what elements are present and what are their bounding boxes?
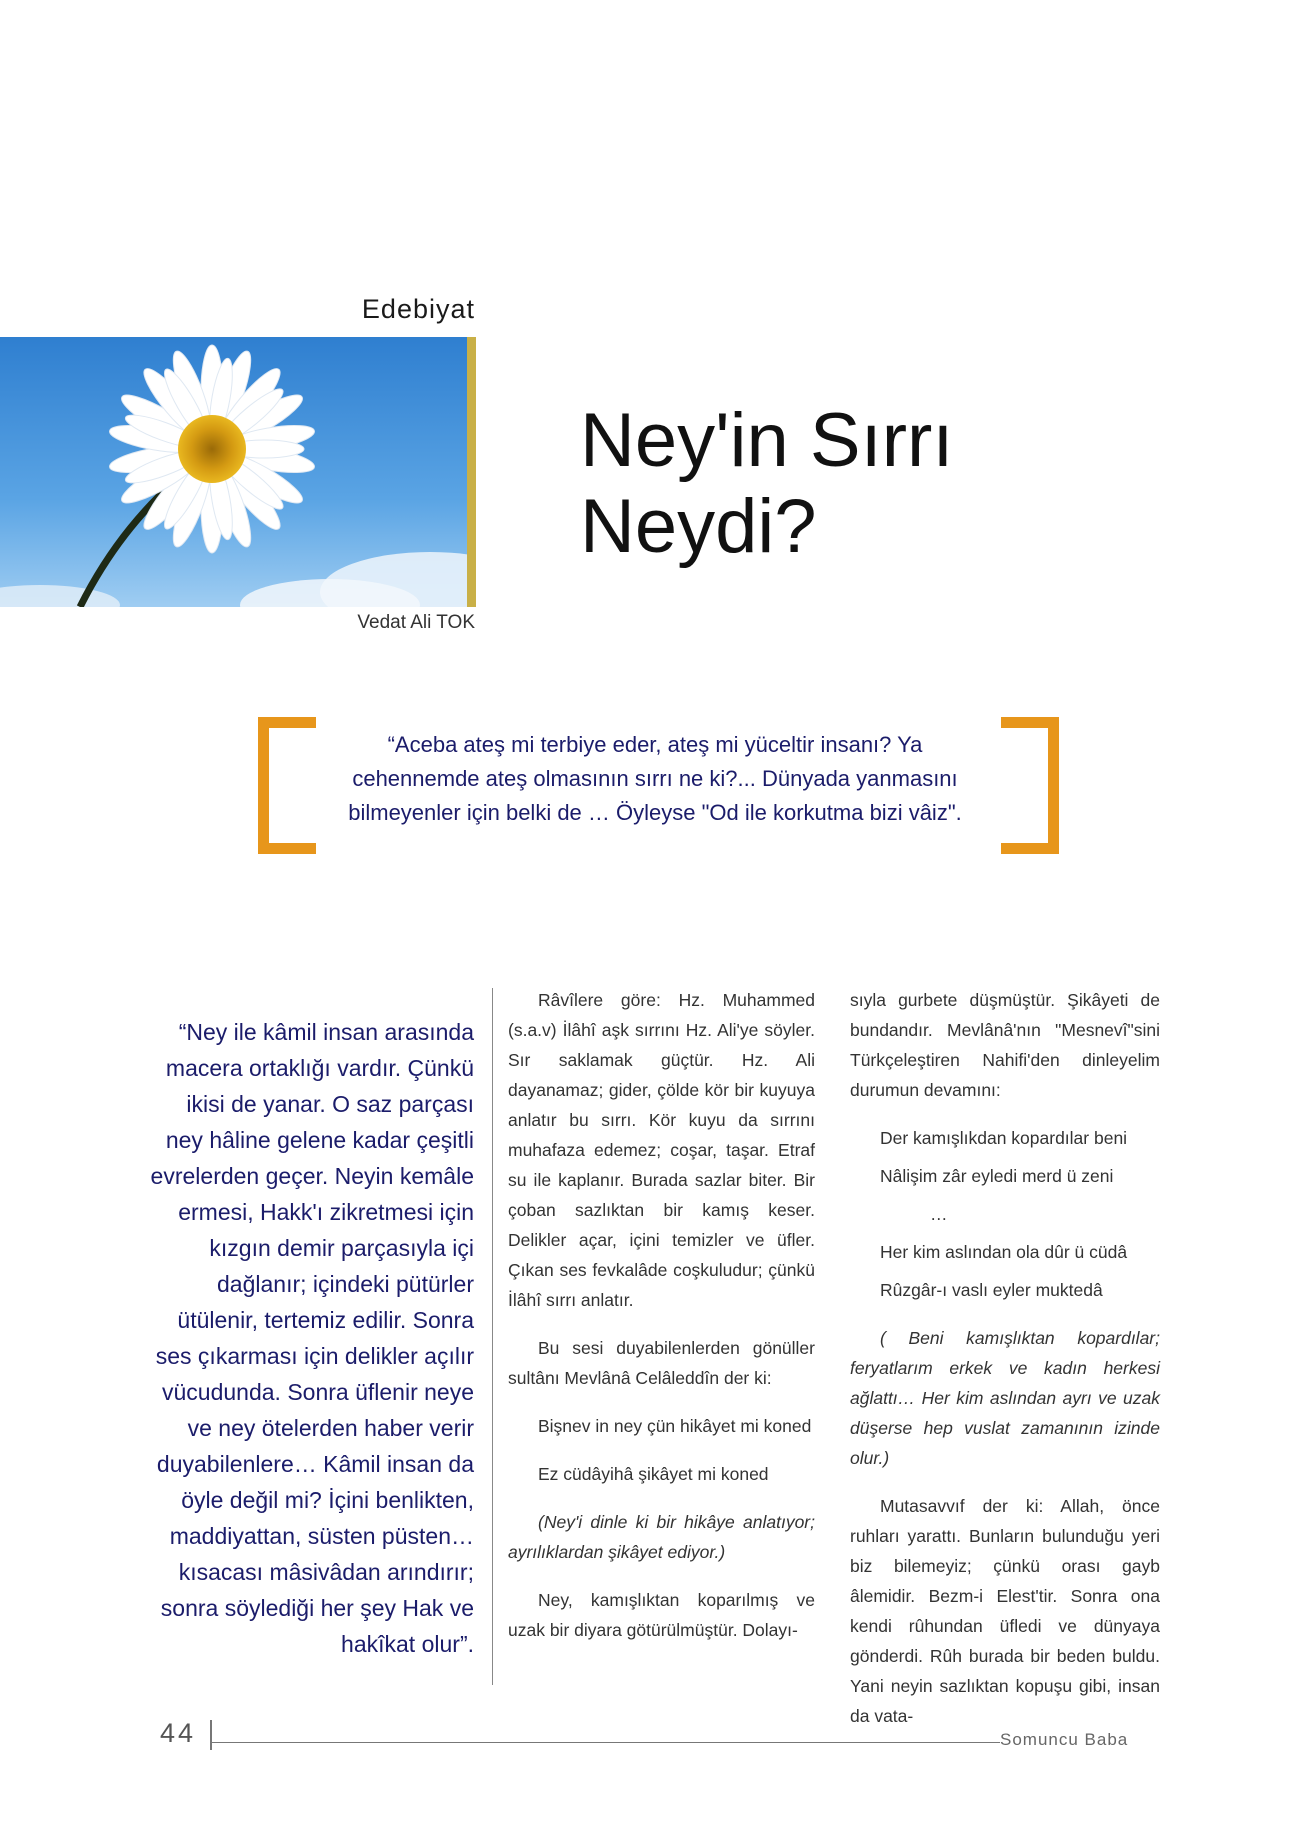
verse-translation: ( Beni kamışlıktan kopardılar; feryatlarım erkek ve kadın herkesi ağlattı… Her kim aslından ayrı ve uzak düşerse hep vuslat zamanının izinde olur.) (850, 1328, 1160, 1468)
quote-bracket-right (1001, 717, 1059, 854)
body-column-3 (850, 985, 1160, 1749)
author-name: Vedat Ali TOK (357, 612, 475, 633)
paragraph: Mutasavvıf der ki: Allah, önce ruhları yarattı. Bunların bulunduğu yeri biz bilemeyiz; çünkü orası gayb âlemidir. Bezm-i Elest'tir. Sonra ona kendi rûhundan üfledi ve dünyaya gönderdi. Rûh burada bir beden buldu. Yani neyin sazlıktan kopuşu gibi, insan da vata- (850, 1496, 1160, 1726)
magazine-name: Somuncu Baba (1000, 1730, 1129, 1749)
title-line-1: Ney'in Sırrı (580, 398, 954, 483)
verse-line: Ez cüdâyihâ şikâyet mi koned (538, 1464, 769, 1484)
verse-translation: (Ney'i dinle ki bir hikâye anlatıyor; ayrılıklardan şikâyet ediyor.) (508, 1512, 815, 1562)
article-title (580, 398, 953, 570)
verse-line: Her kim aslından ola dûr ü cüdâ (880, 1242, 1128, 1262)
paragraph: Râvîlere göre: Hz. Muhammed (s.a.v) İlâhî aşk sırrını Hz. Ali'ye söyler. Sır saklamak güçtür. Hz. Ali dayanamaz; gider, çölde kör bir kuyuya anlatır bu sırrı. Kör kuyu da sırrını muhafaza edemez; coşar, taşar. Etraf su ile kaplanır. Burada sazlar biter. Bir çoban sazlıktan bir kamış keser. Delikler açar, içini temizler ve üfler. Çıkan ses fevkalâde coşkuludur; çünkü İlâhî sırrı anlatır. (508, 990, 815, 1310)
section-label: Edebiyat (361, 294, 475, 324)
verse-line: Der kamışlıkdan kopardılar beni (880, 1128, 1128, 1148)
title-line-2: Neydi? (580, 484, 817, 569)
verse-line: Rûzgâr-ı vaslı eyler muktedâ (880, 1280, 1103, 1300)
page-number: 44 (160, 1718, 197, 1748)
quote-bracket-left (258, 717, 316, 854)
body-column-2 (508, 985, 815, 1663)
verse-line: Bişnev in ney çün hikâyet mi koned (538, 1416, 812, 1436)
verse-ellipsis: … (930, 1204, 948, 1224)
daisy-photo (0, 337, 467, 607)
footer-tick (210, 1720, 212, 1750)
pull-quote: “Ney ile kâmil insan arasında macera ortaklığı vardır. Çünkü ikisi de yanar. O saz parçası ney hâline gelene kadar çeşitli evrelerden geçer. Neyin kemâle ermesi, Hakk'ı zikretmesi için kızgın demir parçasıyla içi dağlanır; içindeki pütürler ütülenir, tertemiz edilir. Sonra ses çıkarması için delikler açılır vücudunda. Sonra üflenir neye ve ney ötelerden haber verir duyabilenlere… Kâmil insan da öyle değil mi? İçini benlikten, maddiyattan, süsten püsten… kısacası mâsivâdan arındırır; sonra söylediği her şey Hak ve hakîkat olur”. (150, 1019, 474, 1657)
paragraph: sıyla gurbete düşmüştür. Şikâyeti de bundandır. Mevlânâ'nın "Mesnevî"sini Türkçeleştiren Nahifi'den dinleyelim durumun devamını: (850, 990, 1160, 1100)
verse-line: Nâlişim zâr eyledi merd ü zeni (880, 1166, 1114, 1186)
intro-quote: “Aceba ateş mi terbiye eder, ateş mi yüceltir insanı? Ya cehennemde ateş olmasının sırrı ne ki?... Dünyada yanmasını bilmeyenler için belki de … Öyleyse "Od ile korkutma bizi vâiz". (348, 732, 962, 825)
paragraph: Bu sesi duyabilenlerden gönüller sultânı Mevlânâ Celâleddîn der ki: (508, 1338, 815, 1388)
daisy-image (0, 337, 467, 607)
footer-rule (212, 1742, 1000, 1743)
column-divider (492, 988, 493, 1685)
hero-accent-bar (467, 337, 476, 607)
paragraph: Ney, kamışlıktan koparılmış ve uzak bir diyara götürülmüştür. Dolayı- (508, 1590, 815, 1640)
